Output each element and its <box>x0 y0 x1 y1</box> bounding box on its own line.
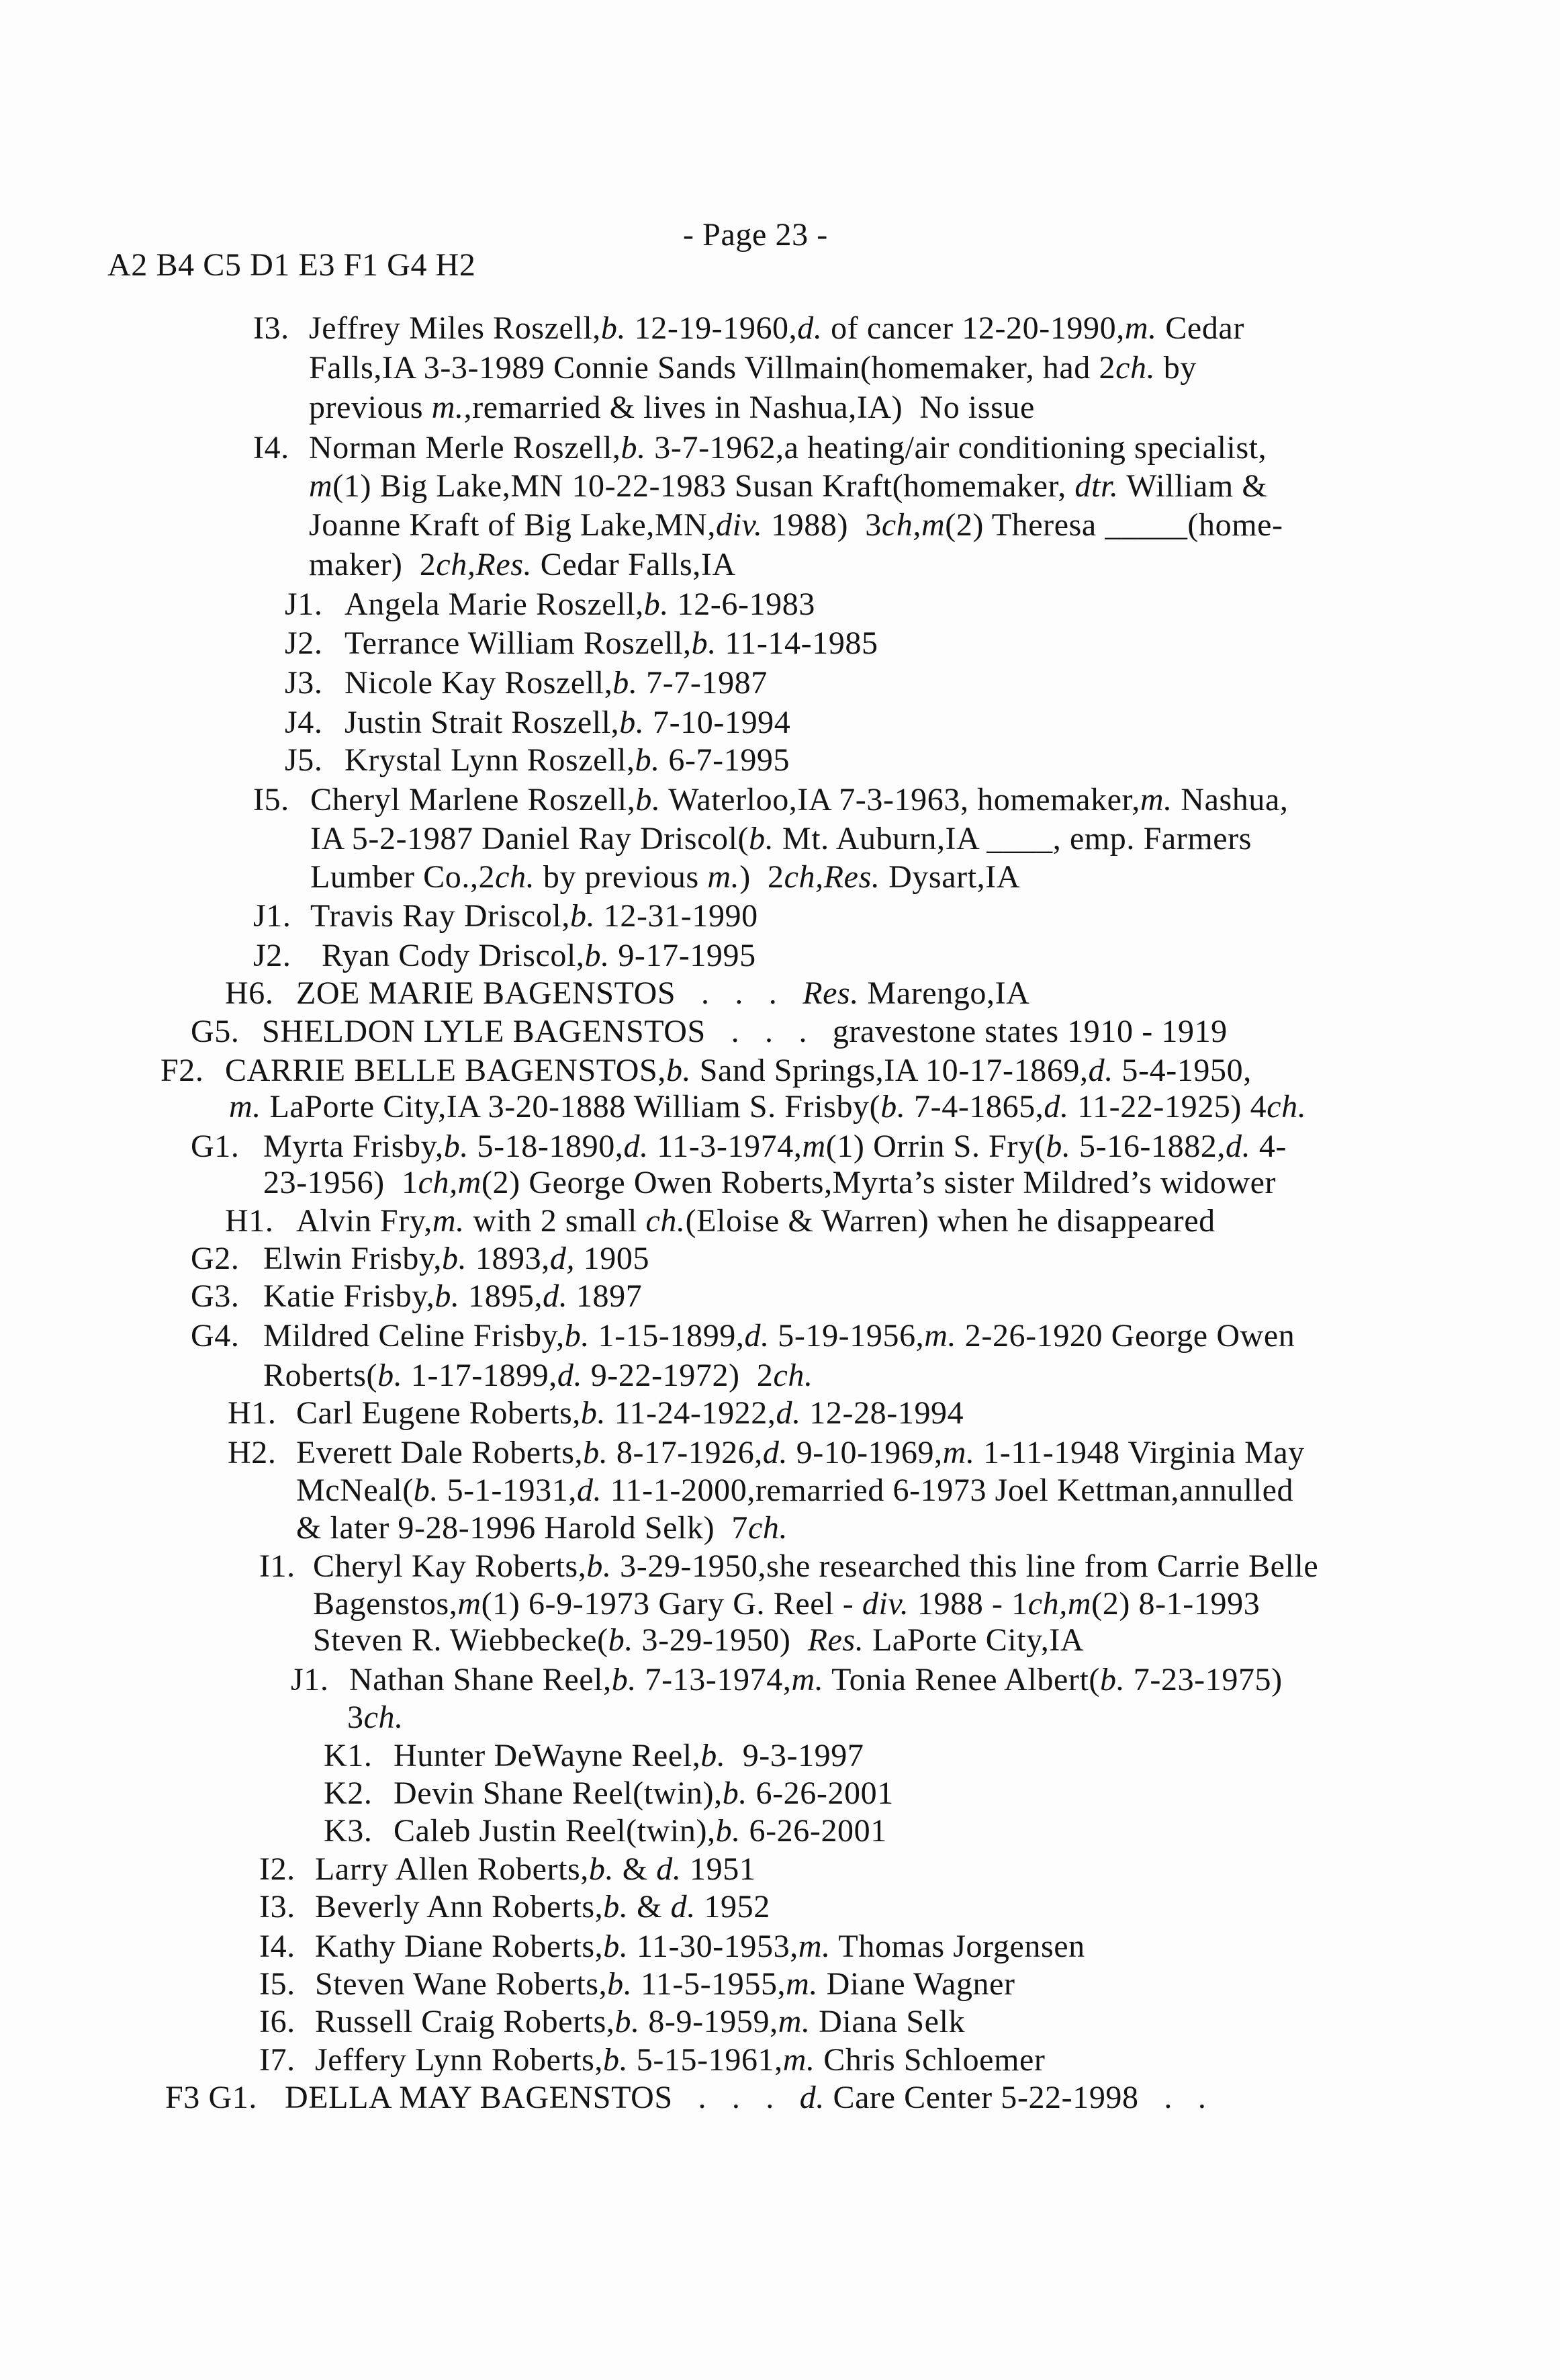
entry-label: I3. <box>259 1889 295 1925</box>
entry-text <box>349 1661 1283 1700</box>
abbreviation: b. <box>603 1889 629 1925</box>
text-segment: (1) Orrin S. Fry( <box>825 1129 1046 1164</box>
text-segment: 7-7-1987 <box>637 665 768 701</box>
text-segment: (2) George Owen Roberts,Myrta’s sister Mildred’s widower <box>481 1165 1277 1200</box>
text-segment: Caleb Justin Reel(twin), <box>394 1813 716 1849</box>
text-segment: 3 <box>347 1700 364 1735</box>
entry-label: J2. <box>253 938 291 973</box>
entry-continuation <box>296 1509 788 1548</box>
abbreviation: ch. <box>495 859 535 895</box>
text-segment: Care Center 5-22-1998 . . <box>824 2080 1207 2115</box>
entry-continuation <box>310 858 1020 897</box>
text-segment: Steven R. Wiebbecke( <box>313 1622 608 1658</box>
text-segment: 6-26-2001 <box>747 1775 894 1811</box>
abbreviation: div. <box>862 1586 909 1622</box>
entry-text <box>315 1927 1085 1966</box>
text-segment: maker) 2 <box>309 547 437 582</box>
abbreviation: m. <box>942 1435 975 1470</box>
entry-text <box>315 1965 1015 2004</box>
text-segment: Ryan Cody Driscol, <box>322 938 585 973</box>
abbreviation: b. <box>635 782 661 818</box>
entry-text <box>345 703 790 742</box>
entry-label: H6. <box>225 975 274 1011</box>
text-segment: IA 5-2-1987 Daniel Ray Driscol( <box>310 821 749 856</box>
text-segment: SHELDON LYLE BAGENSTOS . . . gravestone states 1910 - 1919 <box>262 1014 1228 1049</box>
abbreviation: b. <box>603 1929 629 1964</box>
abbreviation: ch,Res. <box>784 859 880 895</box>
entry-text <box>394 1774 894 1813</box>
text-segment: 1-17-1899, <box>402 1358 557 1393</box>
entry-text <box>263 1127 1287 1166</box>
text-segment: 1-15-1899, <box>589 1318 745 1354</box>
abbreviation: Res. <box>802 975 859 1011</box>
abbreviation: b. <box>611 1662 637 1698</box>
text-segment: Larry Allen Roberts, <box>315 1851 589 1887</box>
entry-text <box>315 2041 1046 2080</box>
abbreviation: d. <box>1044 1089 1069 1125</box>
abbreviation: ch,m <box>418 1165 481 1200</box>
text-segment: 5-4-1950, <box>1113 1053 1252 1088</box>
entry-text <box>394 1812 887 1851</box>
text-segment: Cedar Falls,IA <box>532 547 736 582</box>
text-segment: 11-24-1922, <box>606 1395 776 1431</box>
abbreviation: d. <box>744 1318 770 1354</box>
abbreviation: b. <box>583 1435 608 1470</box>
text-segment: 12-19-1960, <box>626 310 798 346</box>
text-segment: & <box>614 1851 657 1887</box>
entry-text <box>310 781 1288 820</box>
text-segment: 11-14-1985 <box>716 625 878 661</box>
abbreviation: b. <box>580 1395 606 1431</box>
entry-continuation <box>309 467 1267 506</box>
text-segment: 1895, <box>459 1278 543 1314</box>
text-segment: Chris Schloemer <box>815 2042 1046 2078</box>
abbreviation: b. <box>1099 1662 1126 1698</box>
text-segment: by <box>1155 350 1197 386</box>
text-segment: Travis Ray Driscol, <box>310 898 570 934</box>
text-segment: 11-22-1925) 4 <box>1068 1089 1267 1125</box>
entry-text <box>345 585 815 624</box>
entry-text <box>296 1434 1305 1472</box>
text-segment: 5-16-1882, <box>1070 1129 1226 1164</box>
entry-text <box>309 309 1244 348</box>
text-segment: Falls,IA 3-3-1989 Connie Sands Villmain(homemaker, had 2 <box>309 350 1116 386</box>
abbreviation: d. <box>1088 1053 1113 1088</box>
text-segment: Nathan Shane Reel, <box>349 1662 612 1698</box>
abbreviation: d. <box>1226 1129 1251 1164</box>
text-segment: 3-29-1950) <box>633 1622 808 1658</box>
abbreviation: m. <box>924 1318 957 1354</box>
entry-label: I6. <box>259 2004 295 2039</box>
text-segment: 11-3-1974, <box>648 1129 802 1164</box>
text-segment: Marengo,IA <box>858 975 1030 1011</box>
abbreviation: m. <box>1124 310 1157 346</box>
text-segment: Cheryl Kay Roberts, <box>313 1548 587 1584</box>
abbreviation: b. <box>612 665 638 701</box>
text-segment: & later 9-28-1996 Harold Selk) 7 <box>296 1510 748 1546</box>
abbreviation: m <box>802 1129 826 1164</box>
text-segment: Cedar <box>1156 310 1244 346</box>
text-segment: 1988) 3 <box>762 507 882 543</box>
text-segment: Waterloo,IA 7-3-1963, homemaker, <box>660 782 1140 818</box>
entry-continuation <box>309 545 736 584</box>
entry-label: H1. <box>228 1395 277 1431</box>
text-segment: ZOE MARIE BAGENSTOS . . . <box>296 975 803 1011</box>
text-segment: LaPorte City,IA <box>864 1622 1085 1658</box>
text-segment: 1897 <box>567 1278 643 1314</box>
abbreviation: d. <box>776 1395 801 1431</box>
text-segment: Bagenstos, <box>313 1586 458 1622</box>
text-segment: Jeffrey Miles Roszell, <box>309 310 601 346</box>
text-segment: (Eloise & Warren) when he disappeared <box>685 1203 1215 1239</box>
abbreviation: b. <box>715 1813 741 1849</box>
entry-text <box>262 1012 1228 1051</box>
abbreviation: b. <box>880 1089 906 1125</box>
abbreviation: div. <box>715 507 763 543</box>
text-segment: Diane Wagner <box>818 1966 1015 2002</box>
abbreviation: b. <box>443 1129 469 1164</box>
abbreviation: b. <box>722 1775 747 1811</box>
text-segment: 9-22-1972) 2 <box>582 1358 774 1393</box>
text-segment: 5-18-1890, <box>468 1129 624 1164</box>
text-segment: & <box>628 1889 671 1925</box>
text-segment: LaPorte City,IA 3-20-1888 William S. Frisby( <box>261 1089 881 1125</box>
entry-label: G4. <box>191 1318 240 1354</box>
entry-text <box>285 2078 1206 2117</box>
text-segment: 5-15-1961, <box>628 2042 783 2078</box>
entry-label: J1. <box>291 1662 329 1698</box>
abbreviation: d. <box>762 1435 788 1470</box>
entry-label: J1. <box>253 898 291 934</box>
text-segment: Angela Marie Roszell, <box>345 586 644 622</box>
entry-label: G5. <box>191 1014 240 1049</box>
text-segment: 12-31-1990 <box>595 898 758 934</box>
text-segment: Terrance William Roszell, <box>345 625 692 661</box>
abbreviation: m <box>309 468 333 504</box>
text-segment: 7-23-1975) <box>1125 1662 1283 1698</box>
text-segment: 7-4-1865, <box>905 1089 1044 1125</box>
abbreviation: m. <box>778 2004 811 2039</box>
abbreviation: d. <box>670 1889 696 1925</box>
abbreviation: b. <box>434 1278 460 1314</box>
text-segment: Jeffery Lynn Roberts, <box>315 2042 603 2078</box>
abbreviation: m. <box>707 859 740 895</box>
abbreviation: ch. <box>747 1510 788 1546</box>
entry-label: K1. <box>324 1738 373 1773</box>
entry-label: I4. <box>259 1929 295 1964</box>
abbreviation: b. <box>619 705 645 740</box>
abbreviation: b. <box>666 1053 692 1088</box>
abbreviation: ch,Res. <box>436 547 533 582</box>
text-segment: (1) Big Lake,MN 10-22-1983 Susan Kraft(homemaker, <box>332 468 1075 504</box>
text-segment: 23-1956) 1 <box>263 1165 418 1200</box>
text-segment: Krystal Lynn Roszell, <box>345 742 635 778</box>
entry-continuation <box>309 506 1283 545</box>
abbreviation: m <box>457 1586 481 1622</box>
text-segment: of cancer 12-20-1990, <box>822 310 1125 346</box>
abbreviation: b. <box>1046 1129 1071 1164</box>
entry-text <box>296 1394 964 1433</box>
entry-text <box>263 1239 649 1278</box>
text-segment: Roberts( <box>263 1358 378 1393</box>
text-segment: Russell Craig Roberts, <box>315 2004 615 2039</box>
entry-label: I1. <box>259 1548 295 1584</box>
abbreviation: b. <box>749 821 774 856</box>
entry-label: F2. <box>160 1053 204 1088</box>
entry-label: F3 G1. <box>165 2080 257 2115</box>
text-segment: 11-5-1955, <box>632 1966 786 2002</box>
text-segment: Nicole Kay Roszell, <box>345 665 613 701</box>
text-segment: 7-13-1974, <box>636 1662 792 1698</box>
text-segment: 2-26-1920 George Owen <box>956 1318 1295 1354</box>
abbreviation: m. <box>229 1089 261 1125</box>
text-segment: Myrta Frisby, <box>263 1129 444 1164</box>
abbreviation: m. <box>782 2042 815 2078</box>
abbreviation: b. <box>377 1358 403 1393</box>
text-segment: Justin Strait Roszell, <box>345 705 620 740</box>
text-segment: ,remarried & lives in Nashua,IA) No issue <box>463 390 1035 425</box>
entry-label: I2. <box>259 1851 295 1887</box>
text-segment: 3-29-1950,she researched this line from Carrie Belle <box>611 1548 1319 1584</box>
entry-text <box>315 1850 755 1889</box>
abbreviation: ch. <box>1115 350 1156 386</box>
abbreviation: d. <box>576 1472 602 1508</box>
entry-text <box>263 1277 642 1316</box>
text-segment: Elwin Frisby, <box>263 1241 443 1276</box>
entry-continuation <box>313 1585 1260 1624</box>
entry-continuation <box>309 388 1035 427</box>
text-segment: Katie Frisby, <box>263 1278 435 1314</box>
text-segment: previous <box>309 390 432 425</box>
entry-continuation <box>263 1163 1276 1202</box>
entry-label: K3. <box>324 1813 373 1849</box>
entry-continuation <box>313 1621 1084 1660</box>
abbreviation: b. <box>564 1318 590 1354</box>
entry-label: H1. <box>225 1203 274 1239</box>
abbreviation: b. <box>608 1622 633 1658</box>
entry-label: I4. <box>253 430 289 466</box>
text-segment: 1988 - 1 <box>909 1586 1028 1622</box>
page-number: - Page 23 - <box>683 217 828 253</box>
text-segment: 6-7-1995 <box>659 742 790 778</box>
abbreviation: m. <box>432 1203 465 1239</box>
text-segment: Norman Merle Roszell, <box>309 430 621 466</box>
abbreviation: d. <box>623 1129 649 1164</box>
entry-label: J5. <box>285 742 323 778</box>
entry-label: I5. <box>259 1966 295 2002</box>
abbreviation: Res. <box>807 1622 864 1658</box>
abbreviation: b. <box>643 586 669 622</box>
abbreviation: d, <box>549 1241 576 1276</box>
text-segment: 1952 <box>695 1889 770 1925</box>
entry-text <box>309 429 1267 468</box>
text-segment: Alvin Fry, <box>296 1203 432 1239</box>
abbreviation: b. <box>586 1548 612 1584</box>
entry-label: I7. <box>259 2042 295 2078</box>
text-segment: Cheryl Marlene Roszell, <box>310 782 636 818</box>
text-segment: William & <box>1118 468 1268 504</box>
text-segment: McNeal( <box>296 1472 414 1508</box>
abbreviation: b. <box>621 430 646 466</box>
abbreviation: b. <box>413 1472 439 1508</box>
abbreviation: b. <box>635 742 660 778</box>
text-segment: 7-10-1994 <box>644 705 791 740</box>
abbreviation: ch,m <box>1027 1586 1092 1622</box>
abbreviation: m. <box>798 1929 831 1964</box>
entry-label: I3. <box>253 310 289 346</box>
text-segment: 1893, <box>467 1241 550 1276</box>
text-segment: (2) Theresa _____(home- <box>945 507 1283 543</box>
abbreviation: d. <box>799 2080 825 2115</box>
abbreviation: ch. <box>773 1358 813 1393</box>
text-segment: 5-1-1931, <box>438 1472 577 1508</box>
entry-continuation <box>347 1698 404 1737</box>
lineage-code: A2 B4 C5 D1 E3 F1 G4 H2 <box>107 247 476 283</box>
entry-text <box>313 1547 1318 1586</box>
abbreviation: d. <box>797 310 823 346</box>
text-segment: with 2 small <box>464 1203 646 1239</box>
abbreviation: m. <box>791 1662 824 1698</box>
entry-label: G2. <box>191 1241 240 1276</box>
text-segment: 11-1-2000,remarried 6-1973 Joel Kettman,annulled <box>602 1472 1294 1508</box>
entry-label: K2. <box>324 1775 373 1811</box>
entry-text <box>345 624 878 663</box>
entry-label: J2. <box>285 625 323 661</box>
text-segment: 9-10-1969, <box>788 1435 943 1470</box>
text-segment: Hunter DeWayne Reel, <box>394 1738 701 1773</box>
text-segment: 5-19-1956, <box>769 1318 925 1354</box>
entry-text <box>345 741 790 780</box>
entry-text <box>394 1736 864 1775</box>
text-segment: Joanne Kraft of Big Lake,MN, <box>309 507 716 543</box>
text-segment: Mildred Celine Frisby, <box>263 1318 565 1354</box>
abbreviation: b. <box>584 938 610 973</box>
text-segment: Kathy Diane Roberts, <box>315 1929 604 1964</box>
text-segment: 9-3-1997 <box>725 1738 864 1773</box>
text-segment: 8-9-1959, <box>639 2004 778 2039</box>
entry-text <box>296 1202 1215 1241</box>
text-segment: 6-26-2001 <box>740 1813 887 1849</box>
text-segment: Diana Selk <box>810 2004 966 2039</box>
abbreviation: b. <box>691 625 717 661</box>
abbreviation: m. <box>786 1966 819 2002</box>
text-segment: DELLA MAY BAGENSTOS . . . <box>285 2080 800 2115</box>
entry-label: J1. <box>285 586 323 622</box>
text-segment: 8-17-1926, <box>608 1435 763 1470</box>
text-segment: Beverly Ann Roberts, <box>315 1889 604 1925</box>
text-segment: 12-6-1983 <box>669 586 815 622</box>
text-segment: Tonia Renee Albert( <box>823 1662 1100 1698</box>
text-segment: Dysart,IA <box>880 859 1021 895</box>
text-segment: (1) 6-9-1973 Gary G. Reel - <box>481 1586 862 1622</box>
entry-text <box>322 936 756 975</box>
text-segment: Devin Shane Reel(twin), <box>394 1775 723 1811</box>
abbreviation: m. <box>431 390 464 425</box>
entry-label: I5. <box>253 782 289 818</box>
abbreviation: m. <box>1140 782 1173 818</box>
abbreviation: b. <box>442 1241 467 1276</box>
abbreviation: ch. <box>363 1700 404 1735</box>
text-segment: 1951 <box>681 1851 756 1887</box>
entry-text <box>345 664 768 703</box>
entry-continuation <box>263 1356 813 1395</box>
abbreviation: b. <box>588 1851 614 1887</box>
entry-label: G3. <box>191 1278 240 1314</box>
entry-text <box>296 974 1029 1013</box>
text-segment: Steven Wane Roberts, <box>315 1966 608 2002</box>
abbreviation: dtr. <box>1074 468 1119 504</box>
entry-text <box>310 897 758 936</box>
abbreviation: b. <box>614 2004 640 2039</box>
text-segment: CARRIE BELLE BAGENSTOS, <box>225 1053 666 1088</box>
text-segment: Mt. Auburn,IA ____, emp. Farmers <box>774 821 1252 856</box>
abbreviation: d. <box>557 1358 583 1393</box>
abbreviation: b. <box>600 310 627 346</box>
text-segment: Lumber Co.,2 <box>310 859 496 895</box>
entry-text <box>225 1051 1252 1090</box>
abbreviation: ch. <box>1267 1089 1307 1125</box>
entry-label: J3. <box>285 665 323 701</box>
text-segment: ) 2 <box>739 859 784 895</box>
text-segment: Sand Springs,IA 10-17-1869, <box>691 1053 1089 1088</box>
abbreviation: ch. <box>645 1203 686 1239</box>
text-segment: (2) 8-1-1993 <box>1091 1586 1260 1622</box>
entry-continuation <box>309 349 1197 388</box>
entry-label: H2. <box>228 1435 277 1470</box>
entry-label: J4. <box>285 705 323 740</box>
entry-continuation <box>296 1471 1293 1510</box>
text-segment: Carl Eugene Roberts, <box>296 1395 581 1431</box>
abbreviation: b. <box>607 1966 633 2002</box>
entry-continuation <box>310 820 1252 858</box>
entry-text <box>315 2002 965 2041</box>
text-segment: 1-11-1948 Virginia May <box>974 1435 1305 1470</box>
entry-text <box>263 1317 1295 1356</box>
text-segment: Thomas Jorgensen <box>830 1929 1085 1964</box>
text-segment: 11-30-1953, <box>628 1929 798 1964</box>
abbreviation: d. <box>543 1278 568 1314</box>
abbreviation: b. <box>602 2042 629 2078</box>
text-segment: 3-7-1962,a heating/air conditioning specialist, <box>645 430 1267 466</box>
entry-label: G1. <box>191 1129 240 1164</box>
entry-continuation <box>229 1088 1306 1127</box>
text-segment: by previous <box>535 859 708 895</box>
abbreviation: b. <box>700 1738 726 1773</box>
text-segment: 12-28-1994 <box>800 1395 964 1431</box>
entry-text <box>315 1888 770 1927</box>
text-segment: Nashua, <box>1172 782 1289 818</box>
text-segment: Everett Dale Roberts, <box>296 1435 584 1470</box>
text-segment: 1905 <box>575 1241 650 1276</box>
abbreviation: b. <box>569 898 596 934</box>
abbreviation: d. <box>656 1851 682 1887</box>
text-segment: 9-17-1995 <box>609 938 756 973</box>
text-segment: 4- <box>1250 1129 1287 1164</box>
abbreviation: ch,m <box>881 507 946 543</box>
